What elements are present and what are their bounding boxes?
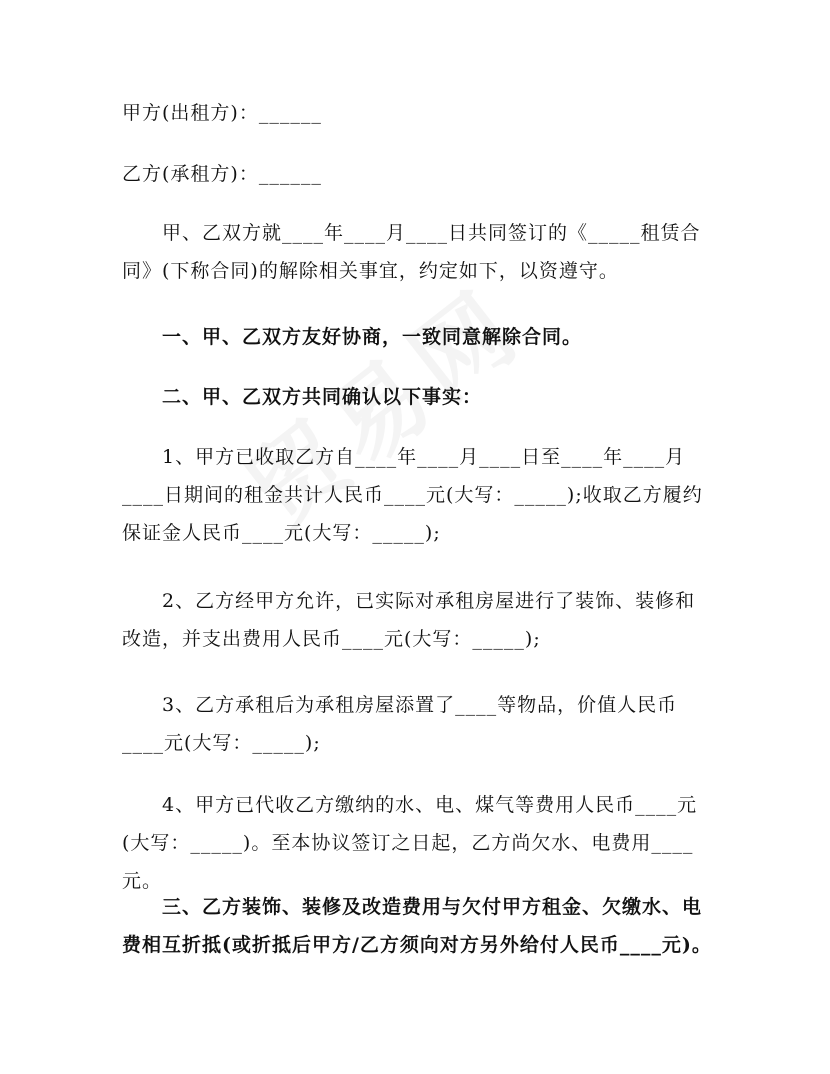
section-1-heading: 一、甲、乙双方友好协商，一致同意解除合同。 <box>162 326 583 348</box>
fact-item-3: 3、乙方承租后为承租房屋添置了____等物品，价值人民币____元(大写：_____); <box>122 694 678 754</box>
section-3-paragraph: 三、乙方装饰、装修及改造费用与欠付甲方租金、欠缴水、电费相互折抵(或折抵后甲方/乙方须向对方另外给付人民币____元)。 <box>122 896 712 956</box>
section-2-heading: 二、甲、乙双方共同确认以下事实： <box>162 386 483 408</box>
party-a-line: 甲方(出租方)：______ <box>122 102 322 124</box>
intro-paragraph: 甲、乙双方就____年____月____日共同签订的《_____租赁合同》(下称合同)的解除相关事宜，约定如下，以资遵守。 <box>122 222 701 282</box>
fact-item-4: 4、甲方已代收乙方缴纳的水、电、煤气等费用人民币____元(大写：_____)。至本协议签订之日起，乙方尚欠水、电费用____元。 <box>122 794 698 892</box>
fact-item-1: 1、甲方已收取乙方自____年____月____日至____年____月____日期间的租金共计人民币____元(大写：_____);收取乙方履约保证金人民币____元(大写：_____); <box>122 446 703 544</box>
fact-item-2: 2、乙方经甲方允许，已实际对承租房屋进行了装饰、装修和改造，并支出费用人民币____元(大写：_____); <box>122 590 696 650</box>
party-b-line: 乙方(承租方)：______ <box>122 163 322 185</box>
